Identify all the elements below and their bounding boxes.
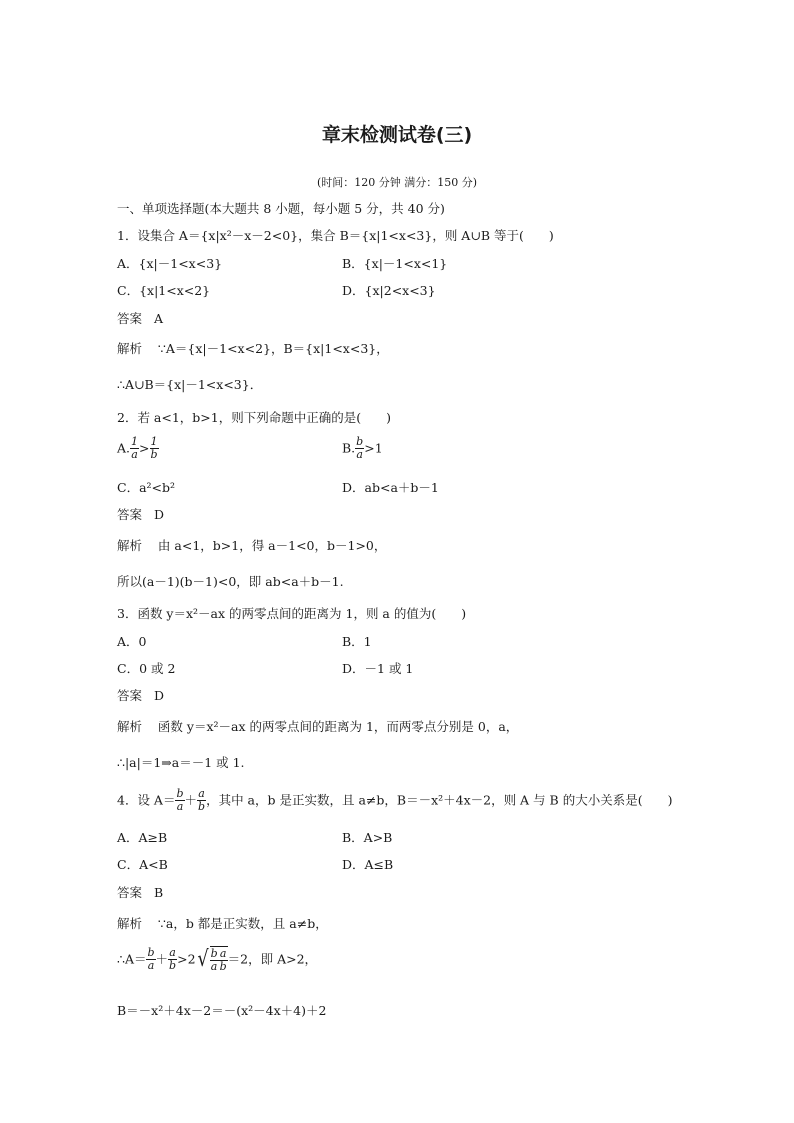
q4-an2-fraction-1: [146, 947, 155, 972]
answer-label: 答案: [117, 885, 143, 900]
q4-stem: [117, 788, 672, 813]
q4-answer-value: B: [153, 885, 164, 900]
q2-fraction-1: [130, 436, 139, 461]
answer-label: 答案: [117, 507, 143, 522]
q4-an2-fraction-2-den: b: [169, 959, 177, 972]
q1-answer: [117, 311, 163, 327]
q4-an2-gt: >2: [177, 951, 196, 967]
q2-option-d: D．ab<a＋b－1: [342, 480, 439, 495]
q1-analysis-line2: ∴A∪B＝{x|－1<x<3}．: [117, 377, 263, 392]
sqrt-radical: √: [196, 946, 209, 972]
q4-answer: [117, 885, 163, 901]
q2-fraction-1-num: 1: [131, 435, 139, 448]
q3-option-a: A．0: [117, 634, 147, 649]
q4-an2-fraction-1-den: a: [147, 959, 155, 972]
q4-sqrt-fraction-1-num: b: [210, 947, 218, 960]
q4-analysis: [117, 916, 328, 932]
q1-stem: 1．设集合 A＝{x|x²－x－2<0}，集合 B＝{x|1<x<3}，则 A∪B 等于( ): [117, 228, 554, 243]
q1-analysis: [117, 341, 389, 357]
answer-label: 答案: [117, 688, 143, 703]
answer-label: 答案: [117, 311, 143, 326]
analysis-label: 解析: [117, 341, 143, 356]
q4-option-c: C．A<B: [117, 857, 168, 872]
q3-option-d: D．－1 或 1: [342, 661, 414, 676]
q4-an2-fraction-2-num: a: [169, 946, 176, 959]
q2-answer: [117, 507, 164, 523]
q4-analysis-line3: B＝－x²＋4x－2＝－(x²－4x＋4)＋2: [117, 1003, 327, 1018]
q4-option-a: A．A≥B: [117, 830, 168, 845]
q2-fraction-2-den: b: [150, 448, 158, 461]
q2-analysis-line1: 由 a<1，b>1，得 a－1<0，b－1>0，: [157, 538, 387, 553]
q4-fraction-1: [175, 788, 184, 813]
q4-sqrt-fraction-2-den: b: [219, 960, 227, 973]
q4-sqrt-fraction-2: [219, 948, 228, 973]
sqrt-radicand: [210, 946, 228, 973]
q4-option-b: B．A>B: [342, 830, 393, 845]
q3-option-c: C．0 或 2: [117, 661, 176, 676]
q3-analysis: [117, 719, 518, 735]
q1-analysis-line1: ∵A＝{x|－1<x<2}，B＝{x|1<x<3}，: [157, 341, 389, 356]
analysis-label: 解析: [117, 538, 143, 553]
page-title: 章末检测试卷(三): [321, 124, 473, 146]
q2-answer-value: D: [153, 507, 164, 522]
q4-stem-prefix: 4．设 A＝: [117, 792, 176, 808]
q2-fraction-3-num: b: [356, 435, 364, 448]
q2-fraction-2: [150, 436, 159, 461]
q1-answer-value: A: [153, 311, 163, 326]
q4-an2-fraction-2: [168, 947, 177, 972]
section-heading: 一、单项选择题(本大题共 8 小题，每小题 5 分，共 40 分): [117, 201, 445, 216]
q3-analysis-line2: ∴|a|＝1⇒a＝－1 或 1.: [117, 755, 245, 770]
q3-answer: [117, 688, 164, 704]
q2-fraction-3: [355, 436, 364, 461]
q4-sqrt-fraction-1: [210, 948, 219, 973]
q4-an2-prefix: ∴A＝: [117, 951, 147, 967]
q4-an2-plus: ＋: [155, 951, 169, 967]
analysis-label: 解析: [117, 916, 143, 931]
analysis-label: 解析: [117, 719, 143, 734]
q3-answer-value: D: [153, 688, 164, 703]
q2-option-b-suffix: >1: [364, 440, 383, 456]
q1-option-d: D．{x|2<x<3}: [342, 283, 436, 298]
q1-option-a: A．{x|－1<x<3}: [117, 256, 223, 271]
q4-an2-fraction-1-num: b: [147, 946, 155, 959]
q2-analysis: [117, 538, 386, 554]
q2-option-a-prefix: A.: [117, 440, 131, 456]
q1-option-c: C．{x|1<x<2}: [117, 283, 211, 298]
exam-info: (时间：120 分钟 满分：150 分): [316, 176, 478, 189]
q2-option-b-prefix: B.: [342, 440, 356, 456]
q3-stem: 3．函数 y＝x²－ax 的两零点间的距离为 1，则 a 的值为( ): [117, 606, 467, 621]
q2-option-a: [117, 436, 159, 461]
q4-fraction-1-num: b: [176, 787, 184, 800]
q4-fraction-2-den: b: [198, 800, 206, 813]
q4-sqrt-fraction-1-den: a: [210, 960, 218, 973]
q2-stem: 2．若 a<1，b>1，则下列命题中正确的是( ): [117, 410, 391, 425]
q2-analysis-line2: 所以(a－1)(b－1)<0，即 ab<a＋b－1.: [117, 574, 344, 589]
q4-sqrt: [196, 946, 228, 973]
q2-fraction-1-den: a: [131, 448, 138, 461]
q3-option-b: B．1: [342, 634, 372, 649]
q1-option-b: B．{x|－1<x<1}: [342, 256, 448, 271]
q2-fraction-3-den: a: [356, 448, 363, 461]
q2-option-b: [342, 436, 383, 461]
q4-fraction-2: [197, 788, 206, 813]
q4-fraction-2-num: a: [198, 787, 205, 800]
q4-fraction-1-den: a: [176, 800, 184, 813]
q4-stem-plus: ＋: [184, 792, 198, 808]
q4-stem-suffix: ，其中 a，b 是正实数，且 a≠b，B＝－x²＋4x－2，则 A 与 B 的大小关系是( ): [206, 792, 673, 808]
q4-option-d: D．A≤B: [342, 857, 394, 872]
q4-analysis-line1: ∵a，b 都是正实数，且 a≠b，: [157, 916, 328, 931]
q2-option-a-mid: >: [139, 440, 150, 456]
q4-analysis-line2: [117, 946, 317, 973]
q3-analysis-line1: 函数 y＝x²－ax 的两零点间的距离为 1，而两零点分别是 0，a，: [157, 719, 519, 734]
q4-an2-suffix: ＝2，即 A>2，: [227, 951, 318, 967]
q2-fraction-2-num: 1: [150, 435, 158, 448]
q4-sqrt-fraction-2-num: a: [219, 947, 227, 960]
q2-option-c: C．a²<b²: [117, 480, 176, 495]
